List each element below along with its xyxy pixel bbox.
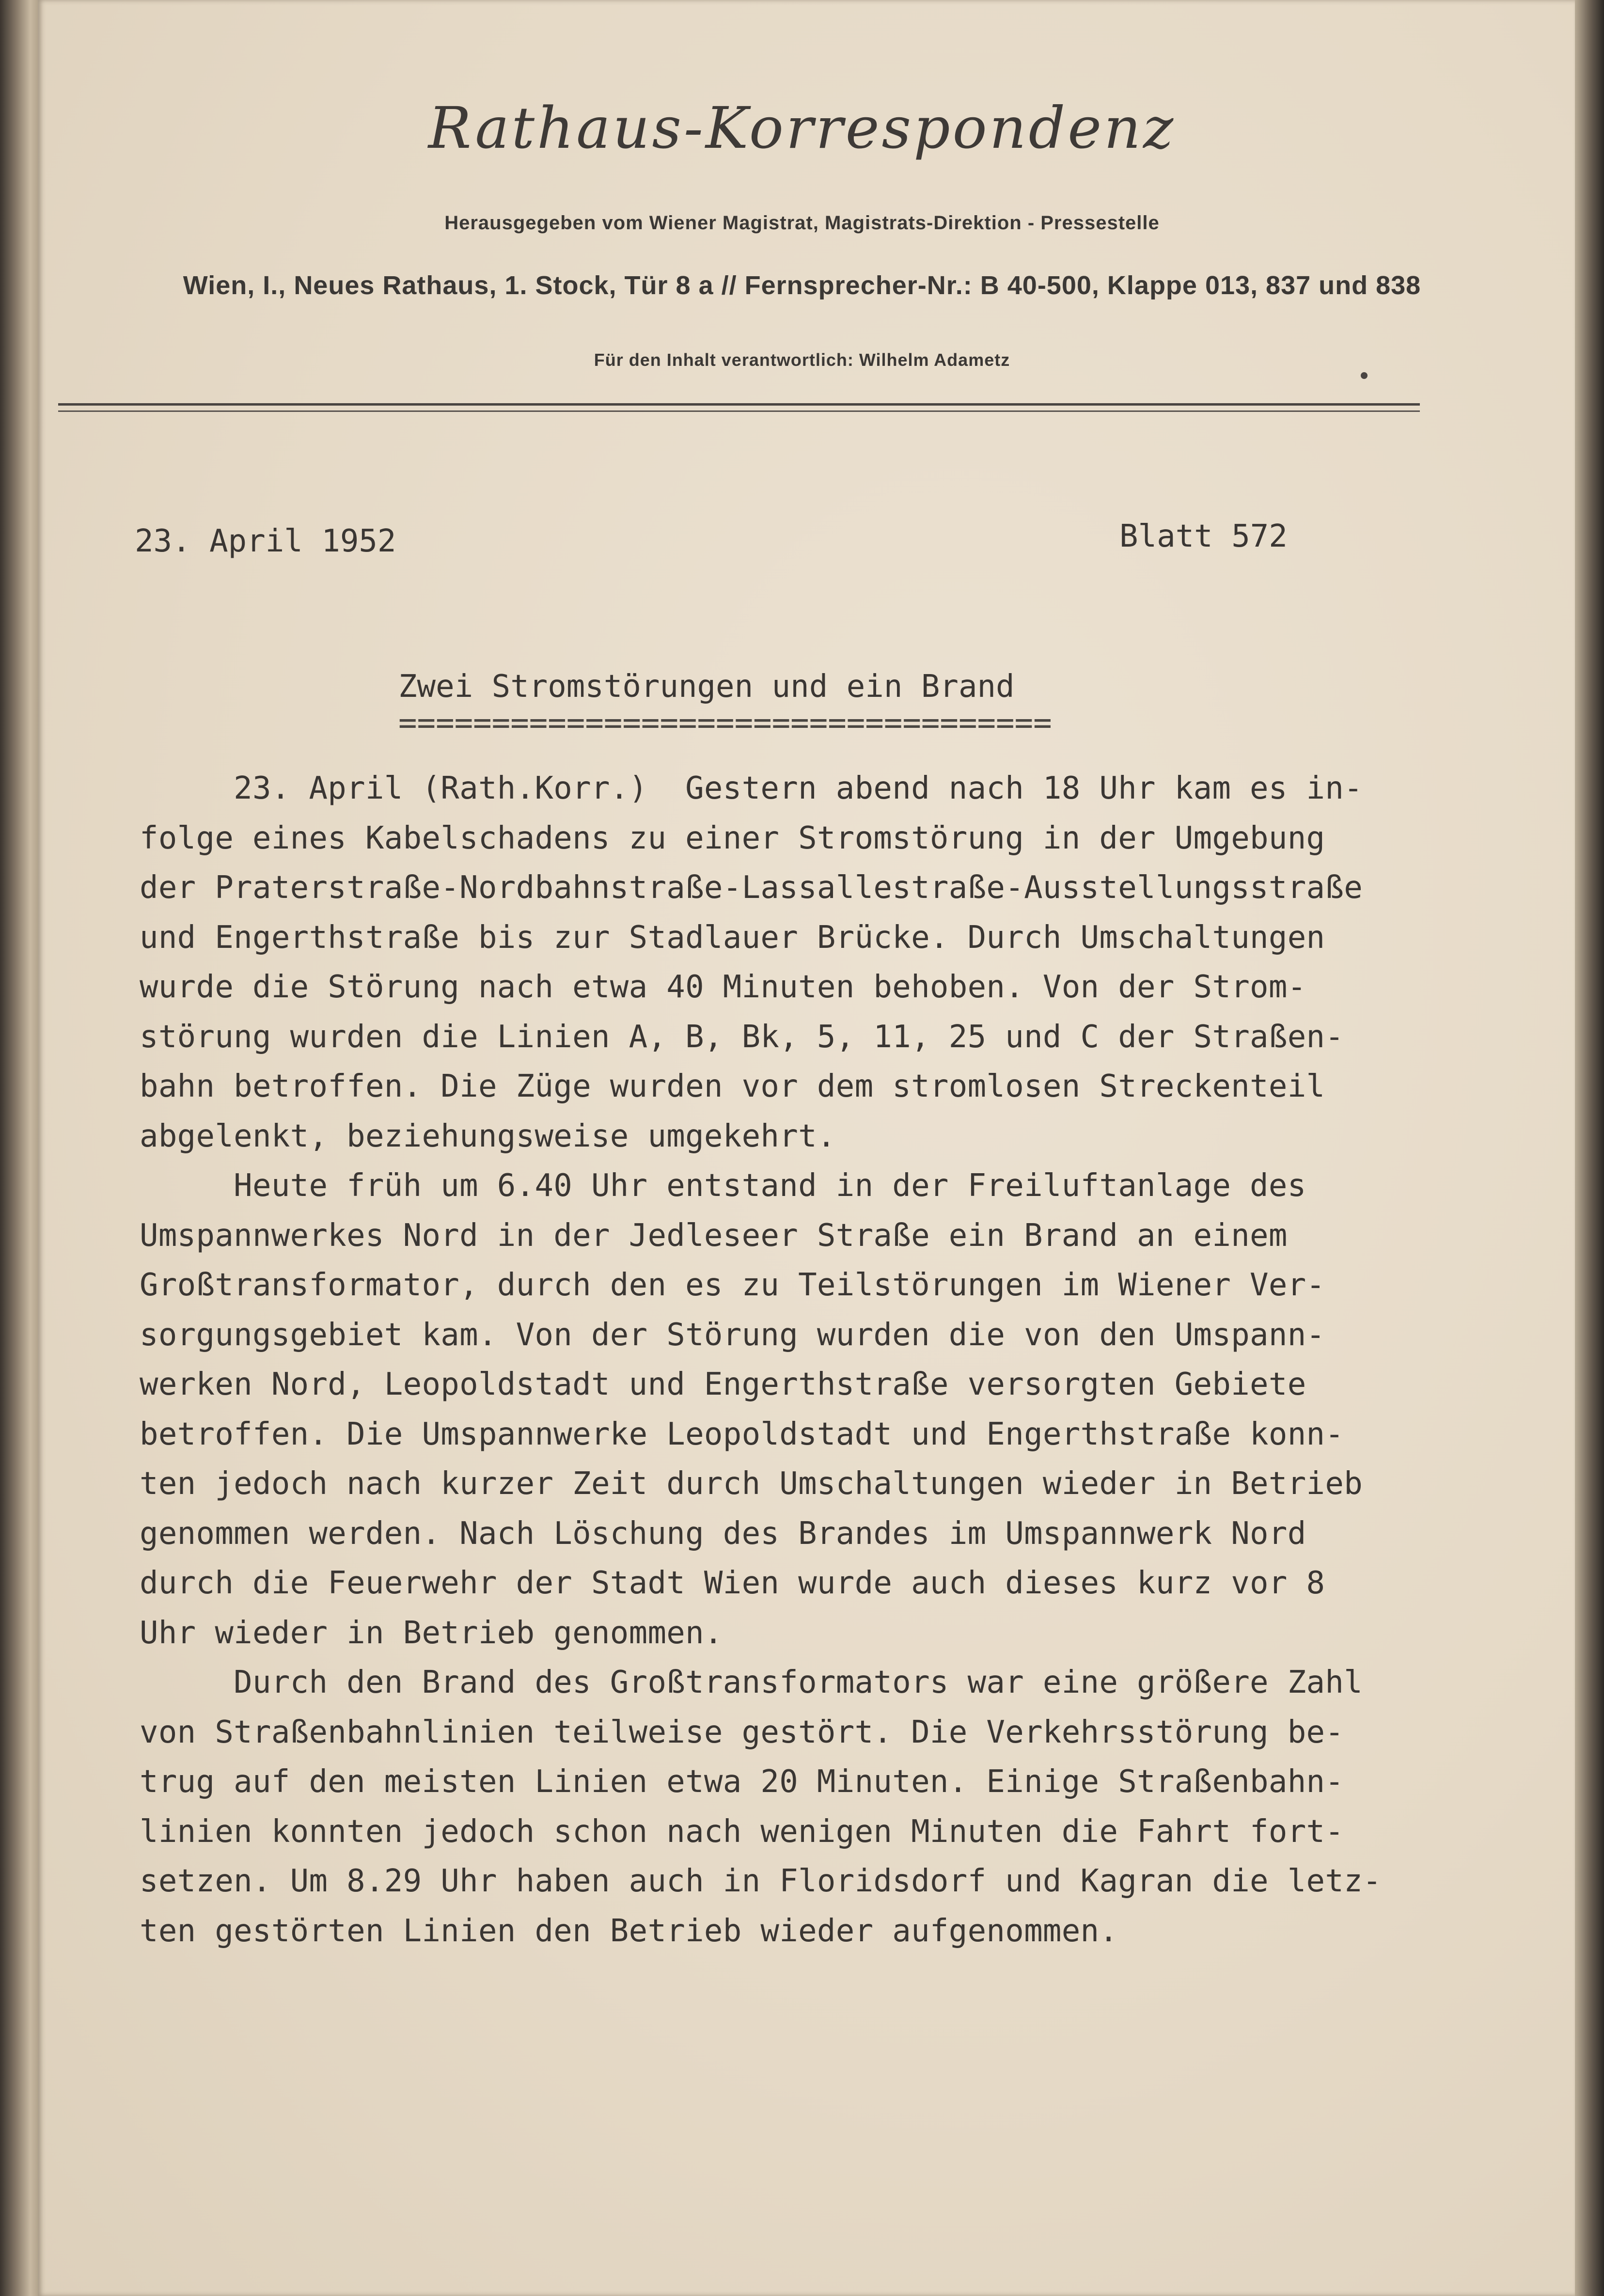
masthead-rule: [58, 403, 1420, 412]
body-line: abgelenkt, beziehungsweise umgekehrt.: [140, 1118, 836, 1154]
binding-edge: [1575, 0, 1604, 2296]
body-line: setzen. Um 8.29 Uhr haben auch in Floridsdorf und Kagran die letz-: [140, 1863, 1382, 1899]
ink-dot: [1361, 372, 1368, 379]
headline-underline: ===================================: [398, 705, 1052, 741]
body-line: ten gestörten Linien den Betrieb wieder aufgenommen.: [140, 1913, 1118, 1949]
body-line: 23. April (Rath.Korr.) Gestern abend nach 18 Uhr kam es in-: [140, 771, 1363, 806]
document-date: 23. April 1952: [135, 523, 396, 559]
body-line: genommen werden. Nach Löschung des Brandes im Umspannwerk Nord: [140, 1515, 1306, 1552]
body-line: folge eines Kabelschadens zu einer Stromstörung in der Umgebung: [140, 820, 1325, 856]
body-line: von Straßenbahnlinien teilweise gestört. Die Verkehrsstörung be-: [140, 1714, 1344, 1750]
body-line: der Praterstraße-Nordbahnstraße-Lassallestraße-Ausstellungsstraße: [140, 870, 1363, 906]
body-line: betroffen. Die Umspannwerke Leopoldstadt und Engerthstraße konn-: [140, 1416, 1344, 1452]
sheet-number: Blatt 572: [1119, 519, 1288, 554]
masthead-responsible: Für den Inhalt verantwortlich: Wilhelm Adametz: [594, 350, 1010, 370]
body-line: bahn betroffen. Die Züge wurden vor dem stromlosen Streckenteil: [140, 1069, 1325, 1104]
body-line: störung wurden die Linien A, B, Bk, 5, 11, 25 und C der Straßen-: [140, 1019, 1344, 1055]
body-line: Uhr wieder in Betrieb genommen.: [140, 1615, 723, 1651]
adjacent-page-edge: [0, 0, 38, 2296]
masthead-address: Wien, I., Neues Rathaus, 1. Stock, Tür 8 a // Fernsprecher-Nr.: B 40-500, Klappe 013, 837 und 838: [183, 271, 1421, 300]
body-line: trug auf den meisten Linien etwa 20 Minuten. Einige Straßenbahn-: [140, 1764, 1344, 1800]
body-line: Durch den Brand des Großtransformators war eine größere Zahl: [140, 1665, 1363, 1700]
body-line: durch die Feuerwehr der Stadt Wien wurde auch dieses kurz vor 8: [140, 1565, 1325, 1601]
body-line: ten jedoch nach kurzer Zeit durch Umschaltungen wieder in Betrieb: [140, 1466, 1363, 1502]
body-line: Umspannwerkes Nord in der Jedleseer Straße ein Brand an einem: [140, 1217, 1288, 1254]
body-line: sorgungsgebiet kam. Von der Störung wurden die von den Umspann-: [140, 1317, 1325, 1353]
body-line: werken Nord, Leopoldstadt und Engerthstraße versorgten Gebiete: [140, 1367, 1306, 1402]
masthead-publisher: Herausgegeben vom Wiener Magistrat, Magistrats-Direktion - Pressestelle: [444, 212, 1160, 234]
body-line: und Engerthstraße bis zur Stadlauer Brücke. Durch Umschaltungen: [140, 919, 1325, 956]
masthead-title: Rathaus-Korrespondenz: [428, 94, 1176, 161]
body-line: Heute früh um 6.40 Uhr entstand in der Freiluftanlage des: [140, 1168, 1306, 1204]
body-line: linien konnten jedoch schon nach wenigen Minuten die Fahrt fort-: [140, 1813, 1344, 1850]
body-line: wurde die Störung nach etwa 40 Minuten behoben. Von der Strom-: [140, 969, 1306, 1005]
body-line: Großtransformator, durch den es zu Teilstörungen im Wiener Ver-: [140, 1267, 1325, 1303]
headline: Zwei Stromstörungen und ein Brand: [398, 669, 1015, 705]
